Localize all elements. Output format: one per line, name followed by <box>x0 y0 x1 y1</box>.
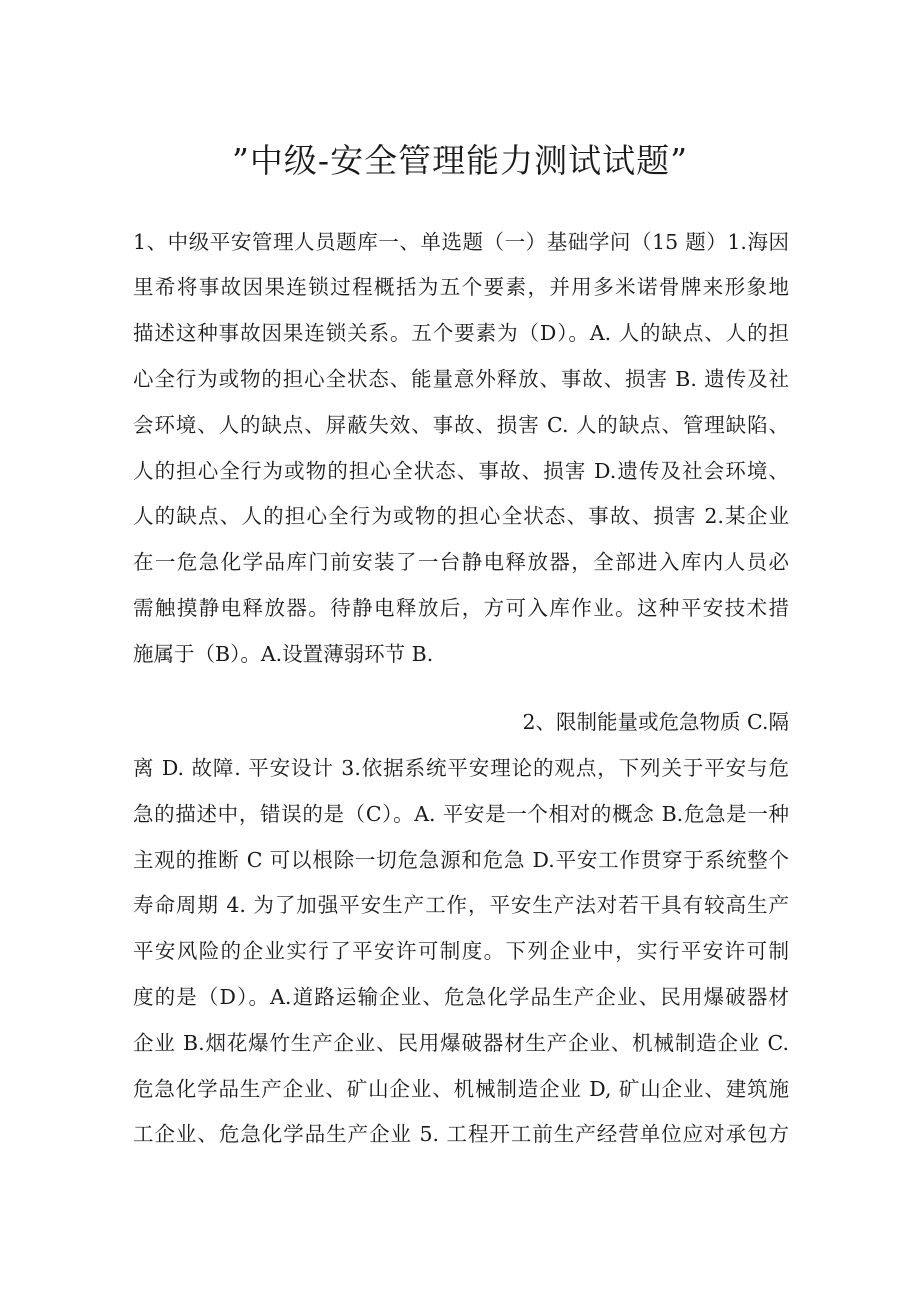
body-line-17: 度的是（D）。A.道路运输企业、危急化学品生产企业、民用爆破器材 <box>133 985 789 1009</box>
body-line-1: 1、中级平安管理人员题库一、单选题（一）基础学问（15 题）1.海因 <box>133 230 789 254</box>
body-line-13: 急的描述中，错误的是（C）。A. 平安是一个相对的概念 B.危急是一种 <box>133 802 789 826</box>
body-line-7: 人的缺点、人的担心全行为或物的担心全状态、事故、损害 2.某企业 <box>133 504 789 528</box>
body-line-2: 里希将事故因果连锁过程概括为五个要素，并用多米诺骨牌来形象地 <box>133 275 789 299</box>
body-line-16: 平安风险的企业实行了平安许可制度。下列企业中，实行平安许可制 <box>133 939 789 963</box>
body-line-6: 人的担心全行为或物的担心全状态、事故、损害 D.遗传及社会环境、 <box>133 459 789 483</box>
body-line-18: 企业 B.烟花爆竹生产企业、民用爆破器材生产企业、机械制造企业 C. <box>133 1031 789 1055</box>
body-line-19: 危急化学品生产企业、矿山企业、机械制造企业 D, 矿山企业、建筑施 <box>133 1077 789 1101</box>
body-line-15: 寿命周期 4. 为了加强平安生产工作，平安生产法对若干具有较高生产 <box>133 893 789 917</box>
body-line-20: 工企业、危急化学品生产企业 5. 工程开工前生产经营单位应对承包方 <box>133 1122 789 1146</box>
body-line-5: 会环境、人的缺点、屏蔽失效、事故、损害 C. 人的缺点、管理缺陷、 <box>133 413 789 437</box>
body-line-11: 2、限制能量或危急物质 C.隔 <box>522 710 789 734</box>
body-line-8: 在一危急化学品库门前安装了一台静电释放器，全部进入库内人员必 <box>133 550 789 574</box>
body-line-9: 需触摸静电释放器。待静电释放后，方可入库作业。这种平安技术措 <box>133 596 789 620</box>
body-line-3: 描述这种事故因果连锁关系。五个要素为（D）。A. 人的缺点、人的担 <box>133 321 789 345</box>
body-line-10: 施属于（B）。A.设置薄弱环节 B. <box>133 642 434 666</box>
body-line-14: 主观的推断 C 可以根除一切危急源和危急 D.平安工作贯穿于系统整个 <box>133 848 789 872</box>
body-line-4: 心全行为或物的担心全状态、能量意外释放、事故、损害 B. 遗传及社 <box>133 367 789 391</box>
body-line-12: 离 D. 故障. 平安设计 3.依据系统平安理论的观点，下列关于平安与危 <box>133 756 789 780</box>
document-title: ”中级-安全管理能力测试试题” <box>232 141 688 180</box>
